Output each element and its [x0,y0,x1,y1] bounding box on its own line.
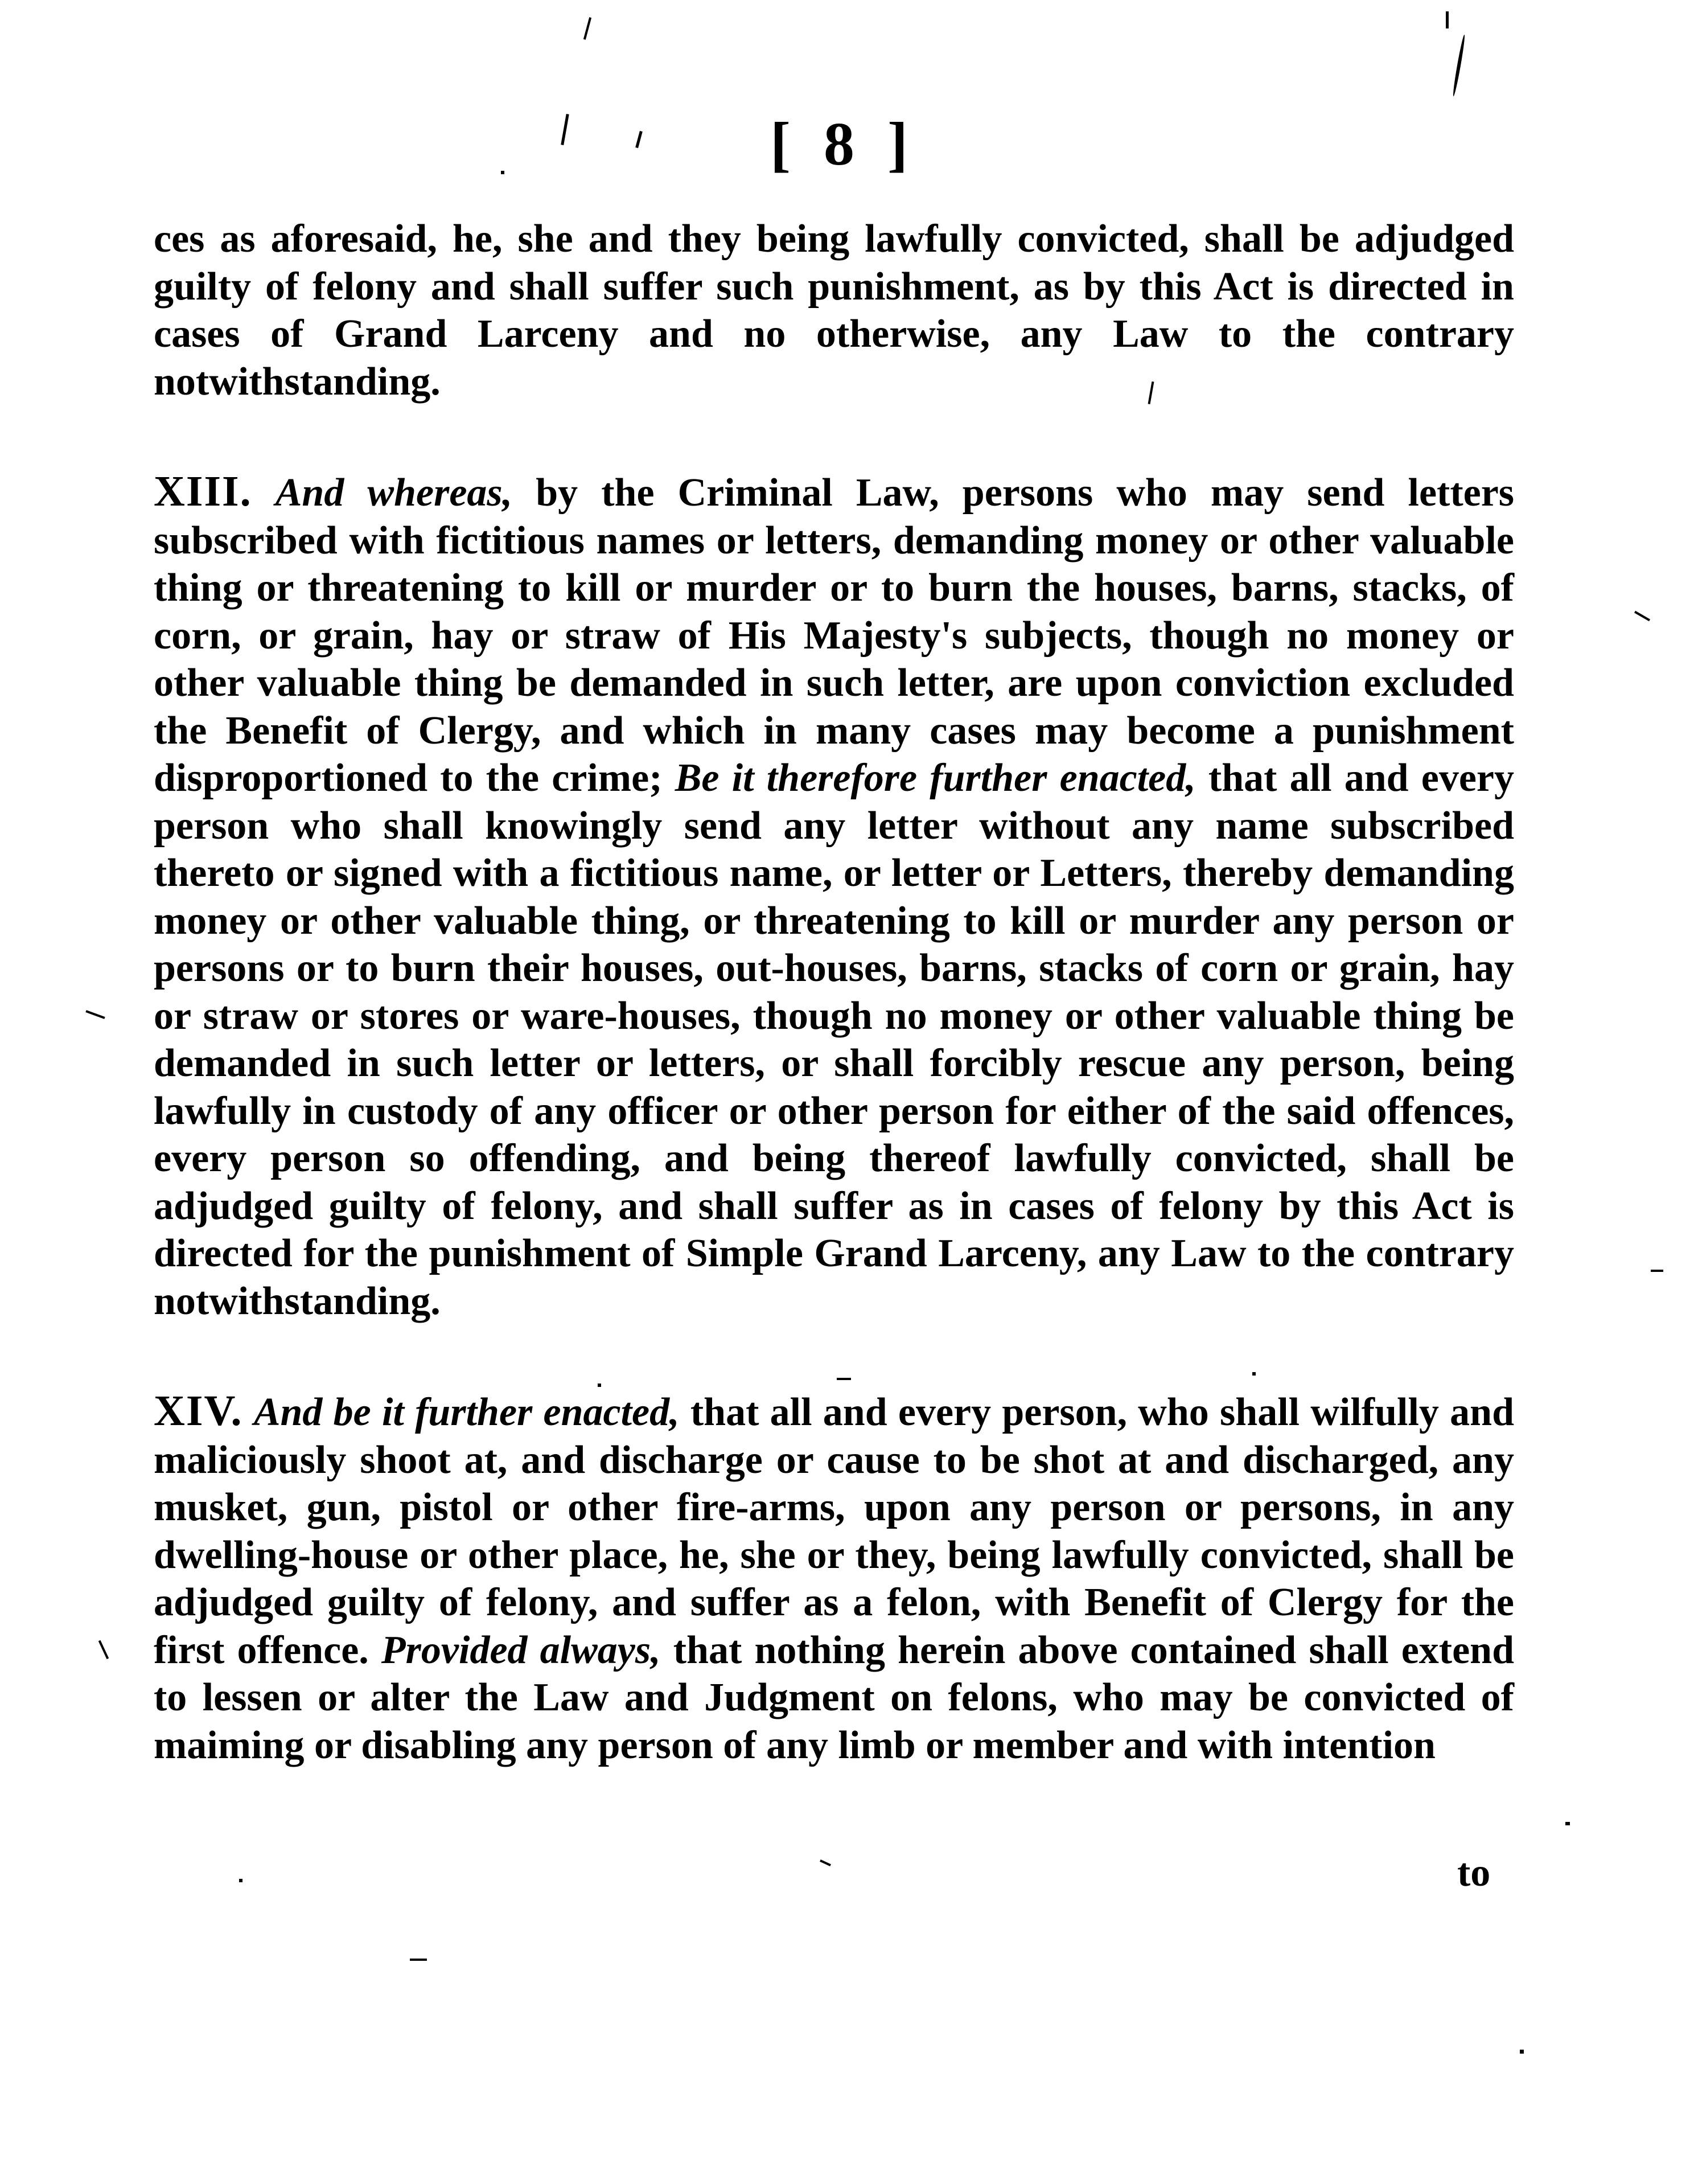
scan-speck [1634,611,1650,621]
paragraph-continuation [154,215,1514,405]
scan-speck [1452,34,1466,96]
section-xiv [154,1387,1514,1769]
scan-speck [1446,11,1449,28]
scan-speck [98,1640,109,1659]
section-text: that all and every person, who shall wilfully and maliciously shoot at, and discharge or cause to be shot at and discharged, any musket, gun, pistol or other fire-arms, upon any person or persons, in any dwelling-house or other place, he, she or they, being lawfully convicted, shall be adjudged guilty of felony, and suffer as a felon, with Benefit of Clergy for the first offence. [154,1390,1515,1672]
enacting-clause: Be it therefore further enacted, [675,756,1196,800]
scan-speck [410,1959,427,1961]
section-text-continued: that all and every person who shall knowingly send any letter without any name subscribed thereto or signed with a fictitious name, or letter or Letters, thereby demanding money or other valuable thing, or threatening to kill or murder any person or persons or to burn their houses, out-houses, barns, stacks of corn or grain, hay or straw or stores or ware-houses, though no money or other valuable thing be demanded in such letter or letters, or shall forcibly rescue any person, being lawfully in custody of any officer or other person for either of the said offences, every person so offending, and being thereof lawfully convicted, shall be adjudged guilty of felony, and shall suffer as in cases of felony by this Act is directed for the punishment of Simple Grand Larceny, any Law to the contrary notwithstanding. [154,756,1514,1323]
section-text-continued: that nothing herein above contained shall extend to lessen or alter the Law and Judgment on felons, who may be convicted of maiming or disabling any person of any limb or member and with intention [154,1628,1514,1767]
close-bracket: ] [887,110,924,178]
scan-speck [837,1378,851,1380]
section-intro: And whereas, [275,471,513,515]
page-header [0,110,1694,178]
section-text: by the Criminal Law, persons who may send letters subscribed with fictitious names or letters, demanding money or other valuable thing or threatening to kill or murder or to burn the houses, barns, stacks, of corn, or grain, hay or straw of His Majesty's subjects, though no money or other valuable thing be demanded in such letter, are upon conviction excluded the Benefit of Clergy, and which in many cases may become a punishment disproportioned to the crime; [154,471,1515,800]
scan-speck [820,1859,831,1866]
scan-speck [1565,1822,1570,1825]
proviso-clause: Provided always, [381,1628,661,1672]
scan-speck [598,1384,601,1387]
scan-speck [1651,1270,1663,1272]
catchword: to [1457,1851,1491,1895]
scan-speck [1252,1372,1256,1376]
scan-speck [583,17,591,40]
section-number: XIV. [154,1387,243,1435]
scan-speck [501,171,504,174]
scan-speck [85,1010,105,1019]
scan-speck [239,1879,242,1882]
section-intro: And be it further enacted, [253,1390,680,1434]
paragraph-gap [154,405,1514,468]
paragraph-text: ces as aforesaid, he, she and they being lawfully convicted, shall be adjudged guilty of felony and shall suffer such punishment, as by this Act is directed in cases of Grand Larceny and no otherwise, any Law to the contrary notwithstanding. [154,217,1514,404]
open-bracket: [ [770,110,807,178]
paragraph-gap [154,1325,1514,1387]
body-text [154,215,1514,1769]
scan-speck [1520,2050,1524,2054]
section-xiii [154,468,1514,1325]
section-number: XIII. [154,467,252,515]
page-number: 8 [824,110,870,178]
